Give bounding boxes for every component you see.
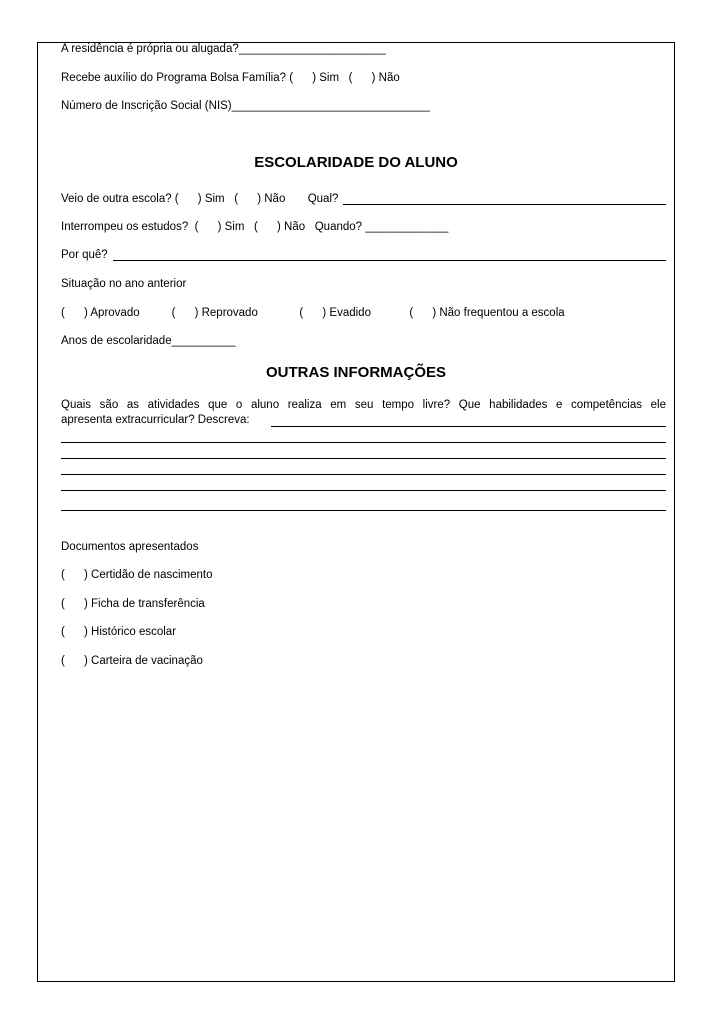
residencia-label: A residência é própria ou alugada? [61,43,239,55]
atividades-question-line1: Quais são as atividades que o aluno realiza em seu tempo livre? Que habilidades e competências ele [61,399,666,411]
nis-question [61,99,430,113]
porque-blank[interactable] [113,260,666,261]
documentos-label: Documentos apresentados [61,541,199,553]
doc-vacinacao-checkbox[interactable]: ( ) Carteira de vacinação [61,655,203,667]
anos-blank[interactable]: __________ [171,335,236,347]
anos-question [61,334,236,348]
nis-blank[interactable]: _______________________________ [231,100,430,112]
residencia-blank[interactable]: _______________________ [238,43,386,55]
form-frame [37,42,675,982]
bolsa-familia-question[interactable]: Recebe auxílio do Programa Bolsa Família? ( ) Sim ( ) Não [61,72,400,84]
situacao-label: Situação no ano anterior [61,278,187,290]
anos-label: Anos de escolaridade [61,335,172,347]
quando-blank[interactable]: _____________ [365,221,449,233]
outra-escola-question: Veio de outra escola? ( ) Sim ( ) Não Qual? [61,193,339,205]
interrompeu-question [61,220,448,234]
doc-certidao-checkbox[interactable]: ( ) Certidão de nascimento [61,569,213,581]
answer-line[interactable] [61,442,666,443]
answer-line[interactable] [61,458,666,459]
situacao-options[interactable]: ( ) Aprovado ( ) Reprovado ( ) Evadido ( ) Não frequentou a escola [61,307,565,319]
section-outras-heading: OUTRAS INFORMAÇÕES [266,364,446,381]
doc-historico-checkbox[interactable]: ( ) Histórico escolar [61,626,177,638]
descreva-blank[interactable] [271,426,666,427]
residencia-question [61,42,386,56]
nis-label: Número de Inscrição Social (NIS) [61,100,232,112]
doc-ficha-checkbox[interactable]: ( ) Ficha de transferência [61,598,205,610]
answer-line[interactable] [61,474,666,475]
answer-line[interactable] [61,510,666,511]
atividades-question-line2: apresenta extracurricular? Descreva: [61,414,250,426]
qual-blank[interactable] [343,204,666,205]
answer-line[interactable] [61,490,666,491]
porque-label: Por quê? [61,249,108,261]
section-escolaridade-heading: ESCOLARIDADE DO ALUNO [254,154,458,171]
interrompeu-label: Interrompeu os estudos? ( ) Sim ( ) Não Quando? [61,221,363,233]
